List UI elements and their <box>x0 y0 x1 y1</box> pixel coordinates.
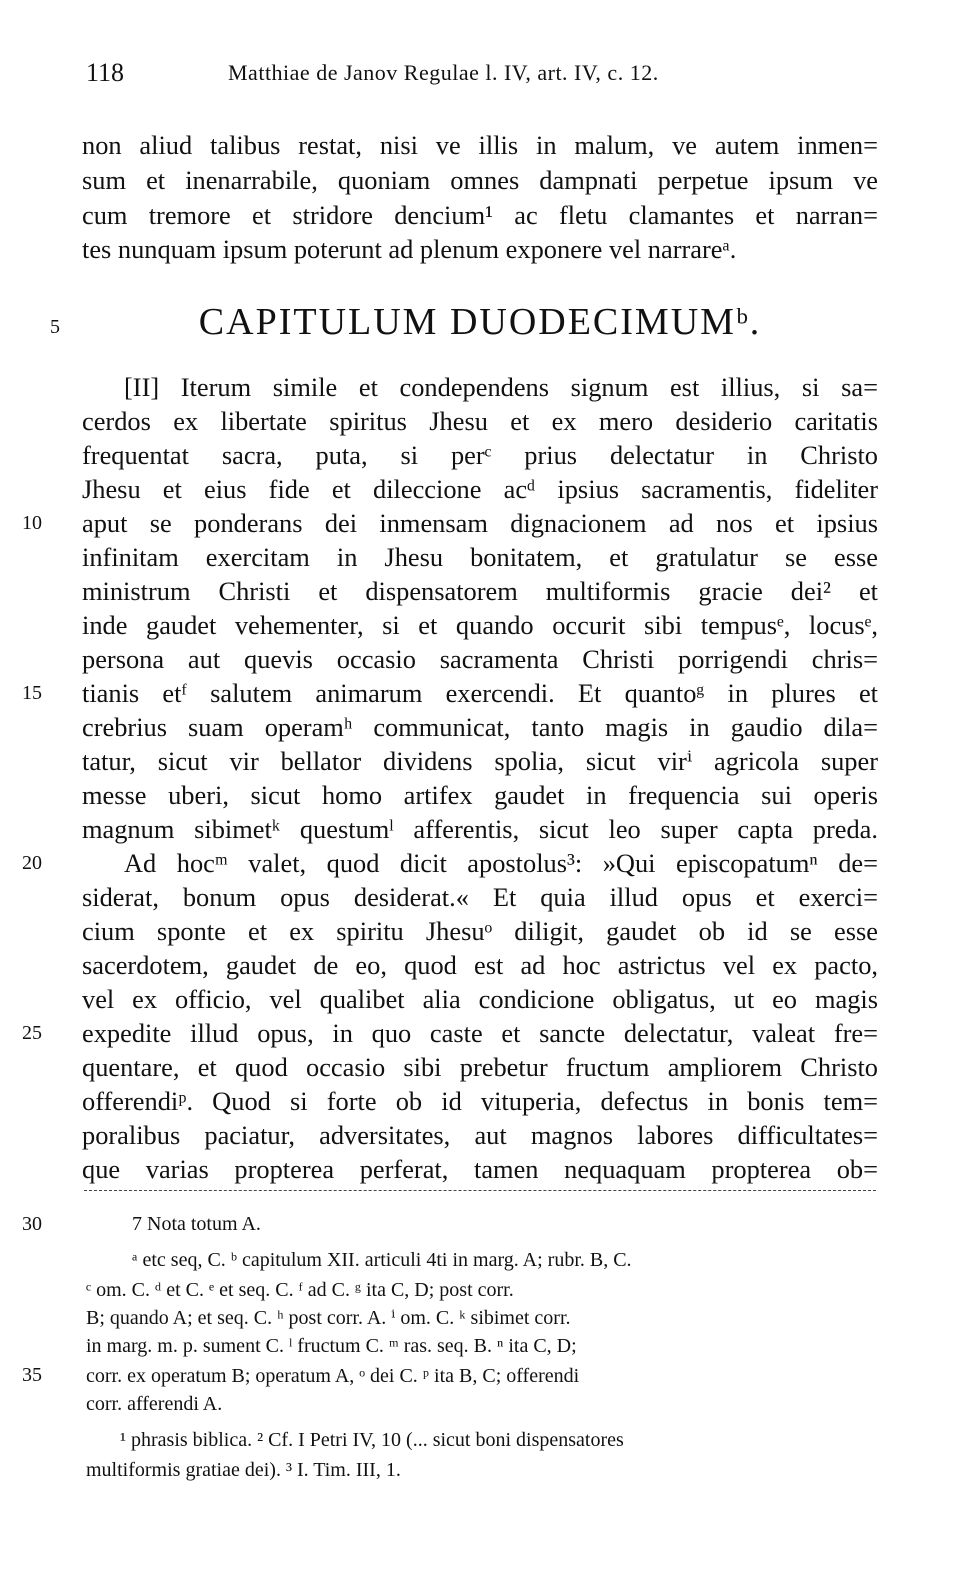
text-line: crebrius suam operamʰ communicat, tanto magis in gaudio dila= <box>82 712 878 742</box>
line-number: 25 <box>22 1022 42 1044</box>
text-line: tatur, sicut vir bellator dividens spolia, sicut virⁱ agricola super <box>82 746 878 776</box>
text-line: [II] Iterum simile et condependens signum est illius, si sa= <box>124 372 878 402</box>
source-footnote-line: multiformis gratiae dei). ³ I. Tim. III, 1. <box>86 1459 401 1481</box>
line-number: 35 <box>22 1364 42 1386</box>
apparatus-line: in marg. m. p. sument C. ˡ fructum C. ᵐ ras. seq. B. ⁿ ita C, D; <box>86 1335 577 1357</box>
text-line: poralibus paciatur, adversitates, aut magnos labores difficultates= <box>82 1120 878 1150</box>
text-line: cerdos ex libertate spiritus Jhesu et ex mero desiderio caritatis <box>82 406 878 436</box>
line-number: 10 <box>22 512 42 534</box>
text-line: tes nunquam ipsum poterunt ad plenum exponere vel narrareᵃ. <box>82 234 737 264</box>
line-number: 20 <box>22 852 42 874</box>
text-line: cum tremore et stridore dencium¹ ac fletu clamantes et narran= <box>82 200 878 230</box>
text-line: magnum sibimetᵏ questumˡ afferentis, sicut leo super capta preda. <box>82 814 878 844</box>
text-line: que varias propterea perferat, tamen nequaquam propterea ob= <box>82 1154 878 1184</box>
source-footnote-line: ¹ phrasis biblica. ² Cf. I Petri IV, 10 (... sicut boni dispensatores <box>120 1429 624 1451</box>
apparatus-line: corr. ex operatum B; operatum A, ᵒ dei C. ᵖ ita B, C; offerendi <box>86 1365 580 1387</box>
text-line: tianis etᶠ salutem animarum exercendi. Et quantoᵍ in plures et <box>82 678 878 708</box>
chapter-heading: CAPITULUM DUODECIMUMᵇ. <box>198 301 762 343</box>
apparatus-line: 7 Nota totum A. <box>132 1213 261 1235</box>
text-line: non aliud talibus restat, nisi ve illis in malum, ve autem inmen= <box>82 130 878 160</box>
apparatus-line: ᵃ etc seq, C. ᵇ capitulum XII. articuli 4ti in marg. A; rubr. B, C. <box>132 1249 632 1271</box>
text-line: ministrum Christi et dispensatorem multiformis gracie dei² et <box>82 576 878 606</box>
line-number: 15 <box>22 682 42 704</box>
text-line: offerendiᵖ. Quod si forte ob id vituperia, defectus in bonis tem= <box>82 1086 878 1116</box>
apparatus-line: ᶜ om. C. ᵈ et C. ᵉ et seq. C. ᶠ ad C. ᵍ ita C, D; post corr. <box>86 1279 514 1301</box>
apparatus-line: corr. afferendi A. <box>86 1393 223 1415</box>
footnote-separator <box>84 1190 876 1191</box>
text-line: cium sponte et ex spiritu Jhesuᵒ diligit, gaudet ob id se esse <box>82 916 878 946</box>
line-number: 5 <box>50 316 60 338</box>
page-number: 118 <box>86 58 125 87</box>
text-line: infinitam exercitam in Jhesu bonitatem, et gratulatur se esse <box>82 542 878 572</box>
text-line: Ad hocᵐ valet, quod dicit apostolus³: »Qui episcopatumⁿ de= <box>124 848 878 878</box>
text-line: frequentat sacra, puta, si perᶜ prius delectatur in Christo <box>82 440 878 470</box>
line-number: 30 <box>22 1213 42 1235</box>
text-line: vel ex officio, vel qualibet alia condicione obligatus, ut eo magis <box>82 984 878 1014</box>
apparatus-line: B; quando A; et seq. C. ʰ post corr. A. ⁱ om. C. ᵏ sibimet corr. <box>86 1307 571 1329</box>
text-line: Jhesu et eius fide et dileccione acᵈ ipsius sacramentis, fideliter <box>82 474 878 504</box>
text-line: expedite illud opus, in quo caste et sancte delectatur, valeat fre= <box>82 1018 878 1048</box>
running-title: Matthiae de Janov Regulae l. IV, art. IV, c. 12. <box>228 60 659 85</box>
text-line: inde gaudet vehementer, si et quando occurit sibi tempusᵉ, locusᵉ, <box>82 610 878 640</box>
text-line: sacerdotem, gaudet de eo, quod est ad hoc astrictus vel ex pacto, <box>82 950 878 980</box>
text-line: aput se ponderans dei inmensam dignacionem ad nos et ipsius <box>82 508 878 538</box>
text-line: quentare, et quod occasio sibi prebetur fructum ampliorem Christo <box>82 1052 878 1082</box>
text-line: messe uberi, sicut homo artifex gaudet in frequencia sui operis <box>82 780 878 810</box>
text-line: persona aut quevis occasio sacramenta Christi porrigendi chris= <box>82 644 878 674</box>
text-line: siderat, bonum opus desiderat.« Et quia illud opus et exerci= <box>82 882 878 912</box>
text-line: sum et inenarrabile, quoniam omnes dampnati perpetue ipsum ve <box>82 165 878 195</box>
